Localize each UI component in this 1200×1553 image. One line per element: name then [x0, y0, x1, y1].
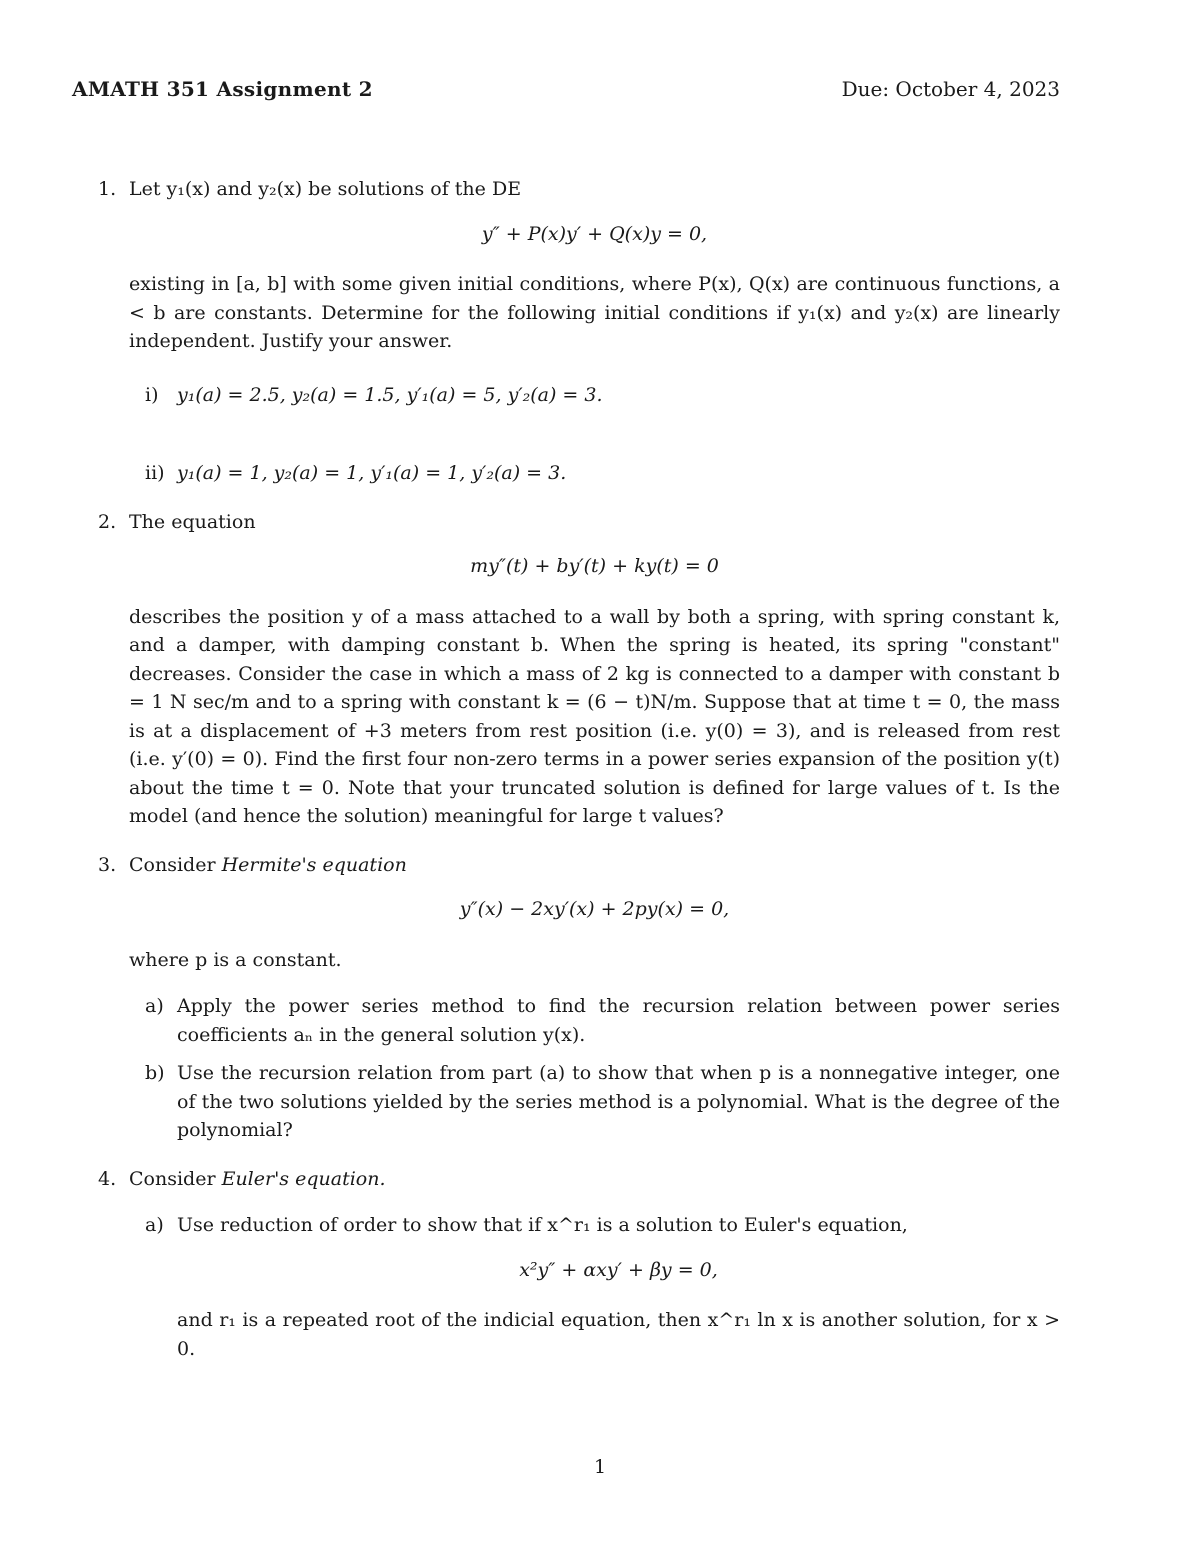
problem-number: 1.: [98, 178, 117, 200]
part-text: y₁(a) = 1, y₂(a) = 1, y′₁(a) = 1, y′₂(a) = 3.: [177, 462, 567, 484]
part-label: a): [145, 995, 164, 1017]
part-label: ii): [145, 462, 165, 484]
problem-number: 2.: [98, 510, 117, 533]
equation: x²y″ + αxy′ + βy = 0,: [519, 1258, 718, 1281]
page-number: 1: [593, 1456, 607, 1478]
problem-2: [72, 508, 1060, 831]
problem-3: [72, 851, 1060, 1145]
part-a: [129, 992, 1060, 1049]
part-label: a): [145, 1214, 164, 1236]
problem-number: 3.: [98, 853, 117, 876]
problem-list: [72, 175, 1060, 1363]
equation: y″ + P(x)y′ + Q(x)y = 0,: [481, 222, 708, 245]
part-text: Use reduction of order to show that if x^r₁ is a solution to Euler's equation,: [177, 1214, 908, 1236]
intro-prefix: Consider: [129, 1167, 222, 1190]
part-text: Apply the power series method to find the recursion relation between power series coefficients aₙ in the general solution y(x).: [177, 995, 1060, 1046]
problem-4: [72, 1165, 1060, 1364]
equation: y″(x) − 2xy′(x) + 2py(x) = 0,: [459, 898, 730, 920]
problem-text: existing in [a, b] with some given initial conditions, where P(x), Q(x) are continuous functions, a < b are constants. Determine for the following initial conditions if y₁(x) and y₂(x) are linearly independent. Justify your answer.: [129, 273, 1060, 352]
equation: my″(t) + by′(t) + ky(t) = 0: [470, 555, 719, 577]
intro-prefix: Consider: [129, 853, 222, 876]
due-date: Due: October 4, 2023: [841, 77, 1060, 101]
part-label: b): [145, 1062, 165, 1084]
problem-text: describes the position y of a mass attached to a wall by both a spring, with spring constant k, and a damper, with damping constant b. When the spring is heated, its spring "constant" decreases. Consider the case in which a mass of 2 kg is connected to a damper with constant b = 1 N sec/m and to a spring with constant k = (6 − t)N/m. Suppose that at time t = 0, the mass is at a displacement of +3 meters from rest position (i.e. y(0) = 3), and is released from rest (i.e. y′(0) = 0). Find the first four non-zero terms in a power series expansion of the position y(t) about the time t = 0. Note that your truncated solution is defined for large values of t. Is the model (and hence the solution) meaningful for large t values?: [129, 605, 1060, 827]
part-a: [129, 1211, 1060, 1363]
problem-number: 4.: [98, 1167, 117, 1190]
problem-intro: [129, 1165, 1060, 1194]
part-label: i): [145, 383, 159, 406]
problem-intro: The equation: [129, 510, 256, 533]
equation-name: Hermite's equation: [221, 853, 407, 876]
part-text: Use the recursion relation from part (a) to show that when p is a nonnegative integer, one of the two solutions yielded by the series method is a polynomial. What is the degree of the polynomial?: [177, 1062, 1060, 1141]
page-header: [72, 75, 1060, 105]
part-text: y₁(a) = 2.5, y₂(a) = 1.5, y′₁(a) = 5, y′₂(a) = 3.: [177, 383, 603, 406]
part-b: [129, 1059, 1060, 1145]
problem-1: [72, 175, 1060, 488]
part-text-after: and r₁ is a repeated root of the indicial equation, then x^r₁ ln x is another solution, for x > 0.: [177, 1309, 1060, 1360]
problem-text: where p is a constant.: [129, 948, 342, 971]
problem-intro: [129, 851, 1060, 880]
part-ii: [129, 459, 1060, 488]
problem-intro: Let y₁(x) and y₂(x) be solutions of the DE: [129, 178, 522, 200]
equation-name: Euler's equation.: [221, 1167, 386, 1190]
part-i: [129, 381, 1060, 410]
assignment-title: AMATH 351 Assignment 2: [72, 77, 373, 101]
